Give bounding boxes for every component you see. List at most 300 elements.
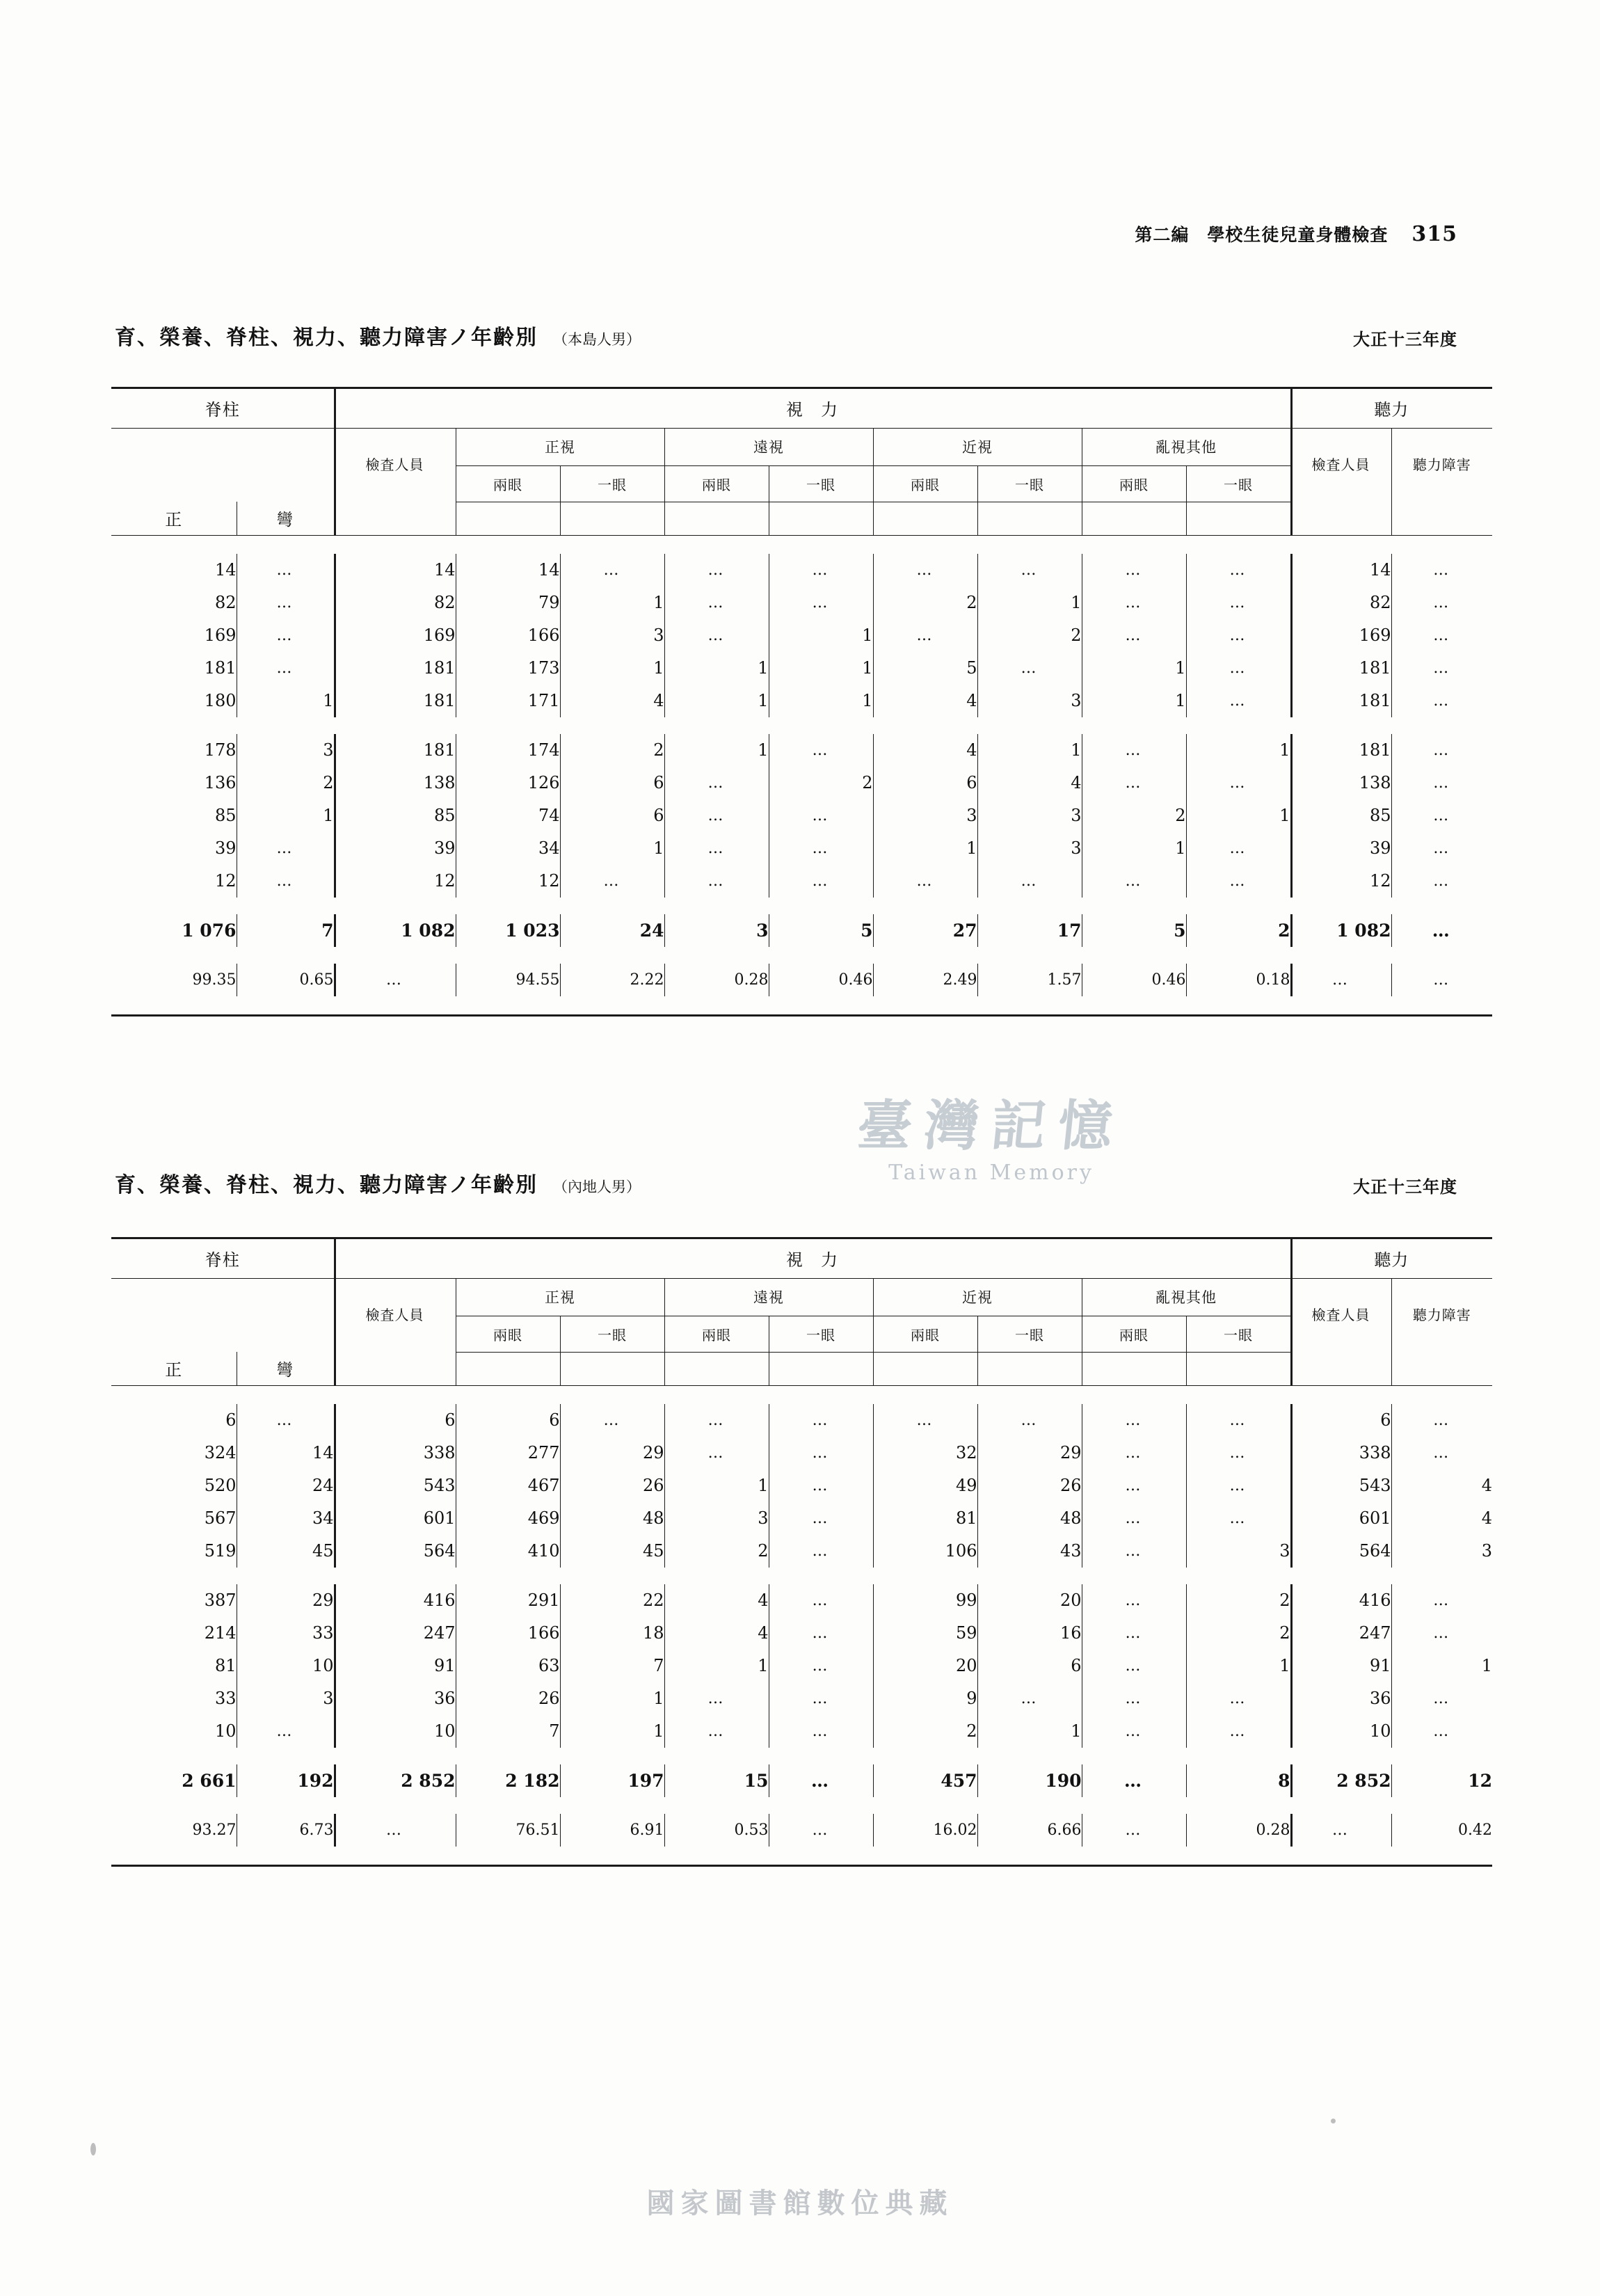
table-cell: 410 xyxy=(456,1535,560,1568)
table-cell: 1 xyxy=(1082,652,1186,685)
spacer-cell xyxy=(111,1847,1492,1865)
table-cell: 29 xyxy=(237,1584,334,1617)
table-cell: 181 xyxy=(1290,685,1391,717)
table-cell: 1 xyxy=(664,1650,769,1682)
table-cell: 79 xyxy=(456,587,560,619)
table-cell: 1 xyxy=(664,734,769,767)
table-cell: 26 xyxy=(977,1469,1082,1502)
table-cell: 9 xyxy=(873,1682,977,1715)
table-cell: … xyxy=(1186,1502,1290,1535)
table-cell: 22 xyxy=(560,1584,664,1617)
table-cell: 2 661 xyxy=(182,1770,237,1791)
table-cell: … xyxy=(1391,1437,1492,1469)
table-cell: 178 xyxy=(204,740,237,760)
table-cell: 12 xyxy=(214,871,237,891)
table-cell: 6 xyxy=(560,799,664,832)
table-cell: 166 xyxy=(456,619,560,652)
t1-head-myo-one: 一眼 xyxy=(977,465,1082,502)
table-cell: 49 xyxy=(873,1469,977,1502)
library-watermark xyxy=(748,1094,1235,1185)
table-cell: 4 xyxy=(1391,1469,1492,1502)
table-cell: 136 xyxy=(204,773,237,792)
t1-head-spine-group: 脊柱 xyxy=(111,389,334,428)
table-1-year: 大正十三年度 xyxy=(1353,330,1457,349)
table-cell: 1 xyxy=(977,1715,1082,1748)
table-2-body xyxy=(111,1385,1492,1865)
table-cell: 45 xyxy=(237,1535,334,1568)
table-cell: 16 xyxy=(977,1617,1082,1650)
table-cell: 3 xyxy=(1186,1535,1290,1568)
t2-head-spine-normal: 正 xyxy=(111,1352,237,1385)
table-cell: … xyxy=(1391,832,1492,865)
table-cell: … xyxy=(1391,767,1492,799)
table-cell: … xyxy=(873,619,977,652)
spacer-cell xyxy=(111,1748,1492,1764)
table-cell: 14 xyxy=(1290,554,1391,587)
table-cell: 467 xyxy=(456,1469,560,1502)
table-cell: 0.46 xyxy=(1082,964,1186,996)
table-cell: 3 xyxy=(977,832,1082,865)
table-cell: … xyxy=(1082,1404,1186,1437)
table-cell: … xyxy=(1082,1437,1186,1469)
table-cell: … xyxy=(769,1764,873,1797)
table-cell: 24 xyxy=(237,1469,334,1502)
table-2-title-main: 育、榮養、脊柱、視力、聽力障害ノ年齡別 xyxy=(115,1173,538,1197)
table-cell: 36 xyxy=(334,1682,456,1715)
table-cell: 1 xyxy=(873,832,977,865)
table-cell: 1 xyxy=(237,799,334,832)
running-head xyxy=(1135,221,1457,246)
table-cell: … xyxy=(769,587,873,619)
table-cell: 7 xyxy=(456,1715,560,1748)
table-cell: 247 xyxy=(334,1617,456,1650)
table-cell: … xyxy=(1186,865,1290,898)
table-cell: 181 xyxy=(334,734,456,767)
table-cell: 17 xyxy=(977,914,1082,947)
table-cell: … xyxy=(1391,914,1492,947)
table-cell: … xyxy=(1082,1617,1186,1650)
table-row xyxy=(111,619,1492,652)
t2-head-spine-group: 脊柱 xyxy=(111,1239,334,1278)
table-cell: … xyxy=(237,832,334,865)
table-cell: 48 xyxy=(560,1502,664,1535)
table-cell: 2 xyxy=(1186,914,1290,947)
t2-head-ast-one: 一眼 xyxy=(1186,1316,1290,1352)
table-cell: 63 xyxy=(456,1650,560,1682)
table-cell: … xyxy=(769,734,873,767)
table-cell: 416 xyxy=(334,1584,456,1617)
table-cell: 1 xyxy=(769,652,873,685)
spacer-row xyxy=(111,1748,1492,1764)
table-cell: 14 xyxy=(237,1437,334,1469)
percent-row xyxy=(111,964,1492,996)
table-cell: 0.42 xyxy=(1391,1814,1492,1847)
table-cell: 1 xyxy=(1186,1650,1290,1682)
table-cell: 387 xyxy=(204,1591,237,1610)
table-cell: … xyxy=(1391,1584,1492,1617)
table-cell: … xyxy=(664,619,769,652)
table-cell: 45 xyxy=(560,1535,664,1568)
table-cell: 33 xyxy=(214,1689,237,1708)
table-1 xyxy=(111,387,1492,1017)
table-cell: 324 xyxy=(204,1443,237,1462)
table-cell: 6 xyxy=(1290,1404,1391,1437)
table-row xyxy=(111,1502,1492,1535)
table-cell: 12 xyxy=(456,865,560,898)
running-head-text: 第二編 學校生徒兒童身體檢査 xyxy=(1135,225,1389,245)
table-row xyxy=(111,1650,1492,1682)
table-cell: … xyxy=(664,1682,769,1715)
t1-head-exam-count xyxy=(334,428,456,502)
t1-head-emm-both: 兩眼 xyxy=(456,465,560,502)
table-cell: 2 xyxy=(560,734,664,767)
table-cell: … xyxy=(769,1650,873,1682)
table-cell: … xyxy=(560,865,664,898)
table-cell: … xyxy=(237,619,334,652)
table-cell: 171 xyxy=(456,685,560,717)
table-cell: 2 xyxy=(1082,799,1186,832)
table-cell: 14 xyxy=(334,554,456,587)
table-cell: 43 xyxy=(977,1535,1082,1568)
table-cell: … xyxy=(1082,767,1186,799)
table-cell: … xyxy=(237,1404,334,1437)
spacer-cell xyxy=(111,535,1492,554)
table-cell: 2 852 xyxy=(1290,1764,1391,1797)
table-cell: 6.91 xyxy=(560,1814,664,1847)
table-cell: … xyxy=(1082,865,1186,898)
watermark-cn: 臺灣記憶 xyxy=(854,1094,1128,1158)
table-cell: 4 xyxy=(873,685,977,717)
spacer-row xyxy=(111,535,1492,554)
table-cell: 277 xyxy=(456,1437,560,1469)
table-cell: … xyxy=(1391,964,1492,996)
table-cell: … xyxy=(1082,1584,1186,1617)
table-cell: 2 182 xyxy=(456,1764,560,1797)
table-cell: 1 xyxy=(560,1715,664,1748)
table-cell: 169 xyxy=(334,619,456,652)
spacer-cell xyxy=(111,898,1492,914)
table-cell: 1 xyxy=(977,734,1082,767)
table-cell: … xyxy=(560,1404,664,1437)
table-cell: 169 xyxy=(1290,619,1391,652)
table-cell: … xyxy=(1082,1814,1186,1847)
table-2-year: 大正十三年度 xyxy=(1353,1177,1457,1197)
table-cell: 3 xyxy=(1391,1535,1492,1568)
table-cell: 457 xyxy=(873,1764,977,1797)
table-cell: 32 xyxy=(873,1437,977,1469)
table-cell: 10 xyxy=(214,1721,237,1741)
table-cell: 20 xyxy=(977,1584,1082,1617)
table-cell: 3 xyxy=(977,799,1082,832)
table-cell: 519 xyxy=(204,1541,237,1561)
table-1-title-main: 育、榮養、脊柱、視力、聽力障害ノ年齡別 xyxy=(115,326,538,350)
table-1-body xyxy=(111,535,1492,1014)
table-cell: 2.49 xyxy=(873,964,977,996)
table-cell: 18 xyxy=(560,1617,664,1650)
table-cell: … xyxy=(1391,1715,1492,1748)
spacer-row xyxy=(111,1847,1492,1865)
table-cell: … xyxy=(664,1437,769,1469)
t2-head-myo-both: 兩眼 xyxy=(873,1316,977,1352)
table-cell: 180 xyxy=(204,691,237,710)
table-cell: 74 xyxy=(456,799,560,832)
table-cell: 85 xyxy=(334,799,456,832)
table-cell: … xyxy=(1391,1404,1492,1437)
table-cell: 10 xyxy=(237,1650,334,1682)
spacer-cell xyxy=(111,1797,1492,1814)
table-row xyxy=(111,865,1492,898)
table-cell: … xyxy=(1186,767,1290,799)
table-cell: … xyxy=(769,1814,873,1847)
table-cell: … xyxy=(769,1715,873,1748)
t1-head-hearing-group: 聽力 xyxy=(1290,389,1492,428)
t2-head-astigmatism: 亂視其他 xyxy=(1082,1278,1290,1316)
table-cell: 8 xyxy=(1186,1764,1290,1797)
table-cell: 3 xyxy=(237,734,334,767)
table-cell: 29 xyxy=(977,1437,1082,1469)
table-cell: … xyxy=(1082,1469,1186,1502)
page-speck xyxy=(90,2143,96,2155)
table-cell: 12 xyxy=(334,865,456,898)
t2-head-hearing-exam xyxy=(1290,1278,1391,1352)
table-cell: 1 082 xyxy=(334,914,456,947)
spacer-cell xyxy=(111,717,1492,734)
table-cell: … xyxy=(769,799,873,832)
table-cell: … xyxy=(664,1715,769,1748)
table-cell: 1.57 xyxy=(977,964,1082,996)
table-cell: … xyxy=(873,554,977,587)
table-cell: 6.66 xyxy=(977,1814,1082,1847)
table-cell: 1 xyxy=(560,1682,664,1715)
table-cell: … xyxy=(1391,1617,1492,1650)
t1-head-hyperopia: 遠視 xyxy=(664,428,873,465)
t2-head-exam-count xyxy=(334,1278,456,1352)
table-cell: … xyxy=(1082,1682,1186,1715)
table-cell: … xyxy=(1391,1682,1492,1715)
table-cell: 0.53 xyxy=(664,1814,769,1847)
t2-head-myopia: 近視 xyxy=(873,1278,1082,1316)
table-row xyxy=(111,799,1492,832)
t1-head-hearing-exam-text: 檢査人員 xyxy=(1311,456,1370,474)
total-row xyxy=(111,1764,1492,1797)
table-cell: … xyxy=(664,832,769,865)
table-cell: 1 xyxy=(664,652,769,685)
t1-head-hearing-exam xyxy=(1290,428,1391,502)
spacer-cell xyxy=(111,1568,1492,1584)
t1-head-vision-group: 視 力 xyxy=(334,389,1290,428)
table-cell: 181 xyxy=(204,658,237,678)
table-cell: 0.18 xyxy=(1186,964,1290,996)
table-cell: 12 xyxy=(1290,865,1391,898)
table-cell: 14 xyxy=(456,554,560,587)
table-cell: … xyxy=(334,1814,456,1847)
table-cell: 16.02 xyxy=(873,1814,977,1847)
table-2 xyxy=(111,1237,1492,1867)
table-cell: … xyxy=(977,1682,1082,1715)
table-cell: 2 xyxy=(769,767,873,799)
t1-head-emmetropia: 正視 xyxy=(456,428,664,465)
table-cell: … xyxy=(1391,652,1492,685)
table-cell: … xyxy=(1186,554,1290,587)
table-cell: 6 xyxy=(977,1650,1082,1682)
table-cell: … xyxy=(873,1404,977,1437)
table-cell: 29 xyxy=(560,1437,664,1469)
table-cell: 1 xyxy=(977,587,1082,619)
table-cell: 2.22 xyxy=(560,964,664,996)
table-row xyxy=(111,767,1492,799)
table-cell: … xyxy=(1391,799,1492,832)
table-cell: 469 xyxy=(456,1502,560,1535)
table-cell: 166 xyxy=(456,1617,560,1650)
table-cell: … xyxy=(1391,554,1492,587)
t1-head-emm-one: 一眼 xyxy=(560,465,664,502)
t2-head-hyp-both: 兩眼 xyxy=(664,1316,769,1352)
table-cell: 34 xyxy=(237,1502,334,1535)
table-cell: 2 852 xyxy=(334,1764,456,1797)
table-cell: 26 xyxy=(560,1469,664,1502)
table-cell: 181 xyxy=(334,652,456,685)
table-cell: … xyxy=(664,554,769,587)
table-cell: … xyxy=(1082,619,1186,652)
spacer-row xyxy=(111,717,1492,734)
table-cell: 0.46 xyxy=(769,964,873,996)
t2-head-hyp-one: 一眼 xyxy=(769,1316,873,1352)
table-cell: 106 xyxy=(873,1535,977,1568)
table-cell: 126 xyxy=(456,767,560,799)
table-cell: 5 xyxy=(769,914,873,947)
table-cell: 7 xyxy=(237,914,334,947)
table-cell: 3 xyxy=(664,1502,769,1535)
table-cell: 2 xyxy=(237,767,334,799)
table-cell: 1 xyxy=(1082,685,1186,717)
table-cell: 6 xyxy=(560,767,664,799)
spacer-cell xyxy=(111,996,1492,1014)
table-cell: … xyxy=(769,554,873,587)
table-cell: … xyxy=(1391,587,1492,619)
table-cell: 1 xyxy=(560,832,664,865)
table-cell: 94.55 xyxy=(456,964,560,996)
table-cell: … xyxy=(977,865,1082,898)
table-cell: 59 xyxy=(873,1617,977,1650)
table-cell: 85 xyxy=(1290,799,1391,832)
table-cell: 82 xyxy=(1290,587,1391,619)
t2-head-hearing-disorder-text: 聽力障害 xyxy=(1412,1307,1471,1324)
table-cell: 1 076 xyxy=(182,920,237,941)
t2-head-emm-one: 一眼 xyxy=(560,1316,664,1352)
table-cell: 93.27 xyxy=(192,1821,237,1839)
table-cell: 247 xyxy=(1290,1617,1391,1650)
table-cell: 34 xyxy=(456,832,560,865)
table-cell: … xyxy=(977,554,1082,587)
table-cell: 4 xyxy=(873,734,977,767)
t2-head-myo-one: 一眼 xyxy=(977,1316,1082,1352)
table-cell: 15 xyxy=(664,1764,769,1797)
table-cell: 99 xyxy=(873,1584,977,1617)
spacer-row xyxy=(111,1385,1492,1404)
table-cell: 1 082 xyxy=(1290,914,1391,947)
table-cell: 1 xyxy=(664,1469,769,1502)
table-cell: … xyxy=(1391,685,1492,717)
table-cell: … xyxy=(664,587,769,619)
table-cell: … xyxy=(977,652,1082,685)
table-cell: … xyxy=(1186,587,1290,619)
table-cell: 1 xyxy=(1391,1650,1492,1682)
table-cell: 4 xyxy=(1391,1502,1492,1535)
table-cell: 1 xyxy=(1186,734,1290,767)
spacer-cell xyxy=(111,1385,1492,1404)
table-cell: 1 xyxy=(664,685,769,717)
t1-head-myo-both: 兩眼 xyxy=(873,465,977,502)
table-cell: 39 xyxy=(334,832,456,865)
table-1-subject: （本島人男） xyxy=(553,331,641,348)
table-cell: 214 xyxy=(204,1623,237,1643)
table-row xyxy=(111,1535,1492,1568)
table-cell: … xyxy=(237,587,334,619)
spacer-row xyxy=(111,996,1492,1014)
table-cell: 138 xyxy=(334,767,456,799)
t2-head-vision-group: 視 力 xyxy=(334,1239,1290,1278)
table-cell: 5 xyxy=(873,652,977,685)
table-cell: 601 xyxy=(1290,1502,1391,1535)
table-cell: 2 xyxy=(873,1715,977,1748)
table-cell: 338 xyxy=(1290,1437,1391,1469)
table-cell: 181 xyxy=(1290,652,1391,685)
table-cell: 24 xyxy=(560,914,664,947)
table-row xyxy=(111,832,1492,865)
t2-head-hearing-group: 聽力 xyxy=(1290,1239,1492,1278)
table-cell: … xyxy=(769,1617,873,1650)
table-cell: … xyxy=(1186,652,1290,685)
t1-head-astigmatism: 亂視其他 xyxy=(1082,428,1290,465)
table-cell: 2 xyxy=(1186,1617,1290,1650)
t1-head-spine-curved: 彎 xyxy=(237,502,334,535)
table-cell: 174 xyxy=(456,734,560,767)
table-cell: 48 xyxy=(977,1502,1082,1535)
table-cell: 3 xyxy=(977,685,1082,717)
table-cell: … xyxy=(334,964,456,996)
table-cell: 12 xyxy=(1391,1764,1492,1797)
table-row xyxy=(111,554,1492,587)
table-cell: 1 xyxy=(769,685,873,717)
footer-watermark: 國家圖書館數位典藏 xyxy=(646,2187,954,2219)
table-cell: 81 xyxy=(214,1656,237,1675)
table-cell: … xyxy=(560,554,664,587)
t2-head-hyperopia: 遠視 xyxy=(664,1278,873,1316)
table-cell: … xyxy=(1186,1437,1290,1469)
table-cell: … xyxy=(1186,1715,1290,1748)
table-cell: … xyxy=(1082,734,1186,767)
table-cell: 564 xyxy=(1290,1535,1391,1568)
table-cell: … xyxy=(769,1682,873,1715)
table-cell: 169 xyxy=(204,625,237,645)
table-cell: … xyxy=(237,554,334,587)
table-row xyxy=(111,587,1492,619)
t1-head-myopia: 近視 xyxy=(873,428,1082,465)
table-cell: … xyxy=(664,799,769,832)
page-speck-2 xyxy=(1331,2119,1336,2123)
table-row xyxy=(111,1584,1492,1617)
table-cell: 3 xyxy=(560,619,664,652)
t1-head-exam-count-text: 檢査人員 xyxy=(365,456,424,474)
table-cell: 1 xyxy=(1082,832,1186,865)
watermark-en: Taiwan Memory xyxy=(888,1161,1094,1185)
table-cell: 1 xyxy=(1186,799,1290,832)
table-cell: 5 xyxy=(1082,914,1186,947)
table-row xyxy=(111,1715,1492,1748)
table-cell: … xyxy=(664,865,769,898)
table-cell: … xyxy=(1391,619,1492,652)
table-cell: 1 xyxy=(237,685,334,717)
